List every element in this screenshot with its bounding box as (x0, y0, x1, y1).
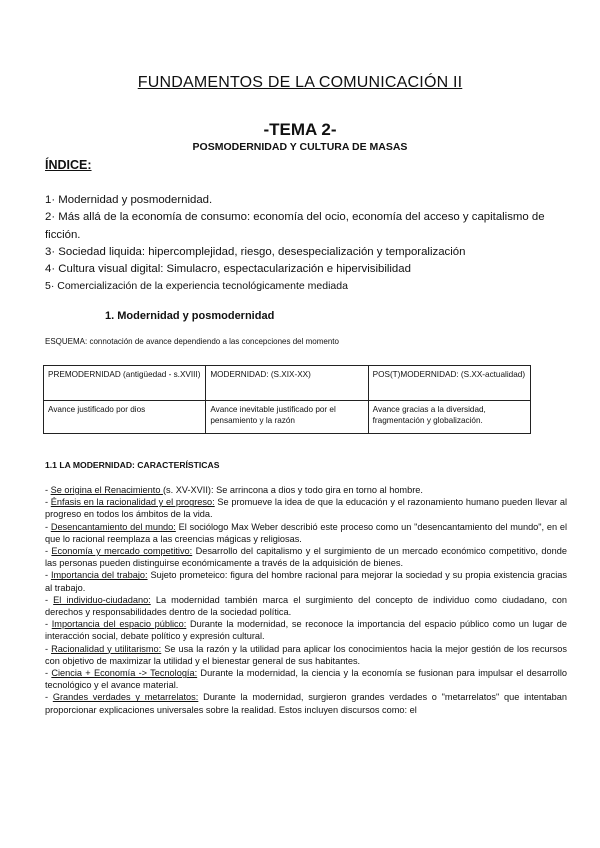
item-bullet: - (45, 692, 53, 703)
item-bullet: - (45, 619, 52, 630)
list-item (45, 618, 567, 642)
item-text: El sociólogo Max Weber describió este proceso como un "desencantamiento del mundo", en el que lo racional reemplaza a las creencias mágicas y religiosas. (45, 521, 567, 544)
item-term: Se origina el Renacimiento (50, 485, 163, 495)
table-header-cell: POS(T)MODERNIDAD: (S.XX-actualidad) (368, 366, 530, 401)
list-item (45, 569, 567, 593)
era-table (43, 365, 531, 434)
item-text: Desarrollo del capitalismo y el surgimiento de un mercado económico competitivo, donde las personas pueden distinguirse económicamente a través de la adquisición de bienes. (45, 546, 567, 569)
list-item (45, 691, 567, 715)
item-term: El individuo-ciudadano: (53, 594, 151, 605)
toc-item: 5· Comercialización de la experiencia tecnológicamente mediada (45, 280, 348, 293)
list-item (45, 667, 567, 691)
item-text: La modernidad también marca el surgimiento del concepto de individuo como ciudadano, con derechos y responsabilidades dentro de la sociedad política. (45, 594, 567, 618)
table-header-row (44, 366, 531, 401)
item-text: Durante la modernidad, se reconoce la importancia del espacio público como un lugar de interacción social, debate político y expresión cultural. (45, 619, 567, 642)
subsection-heading: 1.1 LA MODERNIDAD: CARACTERÍSTICAS (45, 460, 220, 470)
item-term: Importancia del espacio público: (51, 619, 187, 630)
toc-item: 4· Cultura visual digital: Simulacro, espectacularización e hipervisibilidad (45, 263, 411, 276)
index-heading: ÍNDICE: (45, 158, 92, 172)
list-item (45, 521, 567, 545)
item-text: Sujeto prometeico: figura del hombre racional para mejorar la sociedad y su propia existencia gracias al trabajo. (45, 570, 567, 593)
toc-item: 1· Modernidad y posmodernidad. (45, 194, 213, 206)
list-item (45, 643, 567, 667)
item-text: Durante la modernidad, la ciencia y la economía se fusionan para impulsar el desarrollo tecnológico y el avance material. (45, 668, 567, 691)
toc-item: 2· Más allá de la economía de consumo: economía del ocio, economía del acceso y capitalismo de ficción. (45, 211, 545, 241)
item-bullet: - (45, 643, 52, 654)
item-text: (s. XV-XVII): Se arrincona a dios y todo gira en torno al hombre. (162, 485, 423, 495)
characteristics-list (45, 484, 567, 716)
list-item (45, 594, 567, 618)
esquema-note: ESQUEMA: connotación de avance dependiendo a las concepciones del momento (45, 337, 339, 346)
item-bullet: - (45, 497, 51, 508)
table-row (44, 401, 531, 434)
table-cell: Avance inevitable justificado por el pensamiento y la razón (206, 401, 368, 434)
list-item (45, 496, 567, 520)
item-term: Racionalidad y utilitarismo: (51, 643, 162, 654)
table-header-cell: PREMODERNIDAD (antigüedad - s.XVIII) (44, 366, 206, 401)
table-cell: Avance justificado por dios (44, 401, 206, 434)
item-bullet: - (45, 570, 51, 581)
list-item (45, 484, 567, 496)
item-term: Economía y mercado competitivo: (51, 546, 193, 557)
item-bullet: - (45, 546, 52, 557)
toc-item: 3· Sociedad liquida: hipercomplejidad, riesgo, desespecialización y temporalización (45, 245, 466, 258)
tema-subtitle: POSMODERNIDAD Y CULTURA DE MASAS (192, 141, 408, 153)
table-header-cell: MODERNIDAD: (S.XIX-XX) (206, 366, 368, 401)
item-bullet: - (45, 668, 52, 679)
list-item (45, 545, 567, 569)
item-text: Se promueve la idea de que la educación y el razonamiento humano pueden llevar al progreso en todos los ámbitos de la vida. (45, 497, 567, 520)
item-bullet: - (45, 521, 51, 532)
item-text: Se usa la razón y la utilidad para aplicar los conocimientos hacia la mejor gestión de los recursos con objetivo de maximizar la utilidad y el bienestar general de sus habitantes. (45, 643, 567, 666)
item-term: Importancia del trabajo: (50, 570, 148, 581)
table-of-contents (45, 192, 565, 296)
item-term: Grandes verdades y metarrelatos: (52, 692, 199, 703)
item-bullet: - (45, 485, 51, 495)
item-bullet: - (45, 594, 54, 605)
item-term: Desencantamiento del mundo: (50, 521, 176, 532)
section-heading: 1. Modernidad y posmodernidad (105, 310, 275, 322)
item-text: Durante la modernidad, surgieron grandes verdades o "metarrelatos" que intentaban proporcionar explicaciones universales sobre la realidad. Estos incluyen discursos como: el (45, 692, 567, 715)
table-cell: Avance gracias a la diversidad, fragmentación y globalización. (368, 401, 530, 434)
tema-heading: -TEMA 2- (263, 120, 337, 139)
document-title: FUNDAMENTOS DE LA COMUNICACIÓN II (137, 74, 463, 91)
item-term: Énfasis en la racionalidad y el progreso: (50, 497, 215, 508)
item-term: Ciencia + Economía -> Tecnología: (51, 668, 198, 679)
